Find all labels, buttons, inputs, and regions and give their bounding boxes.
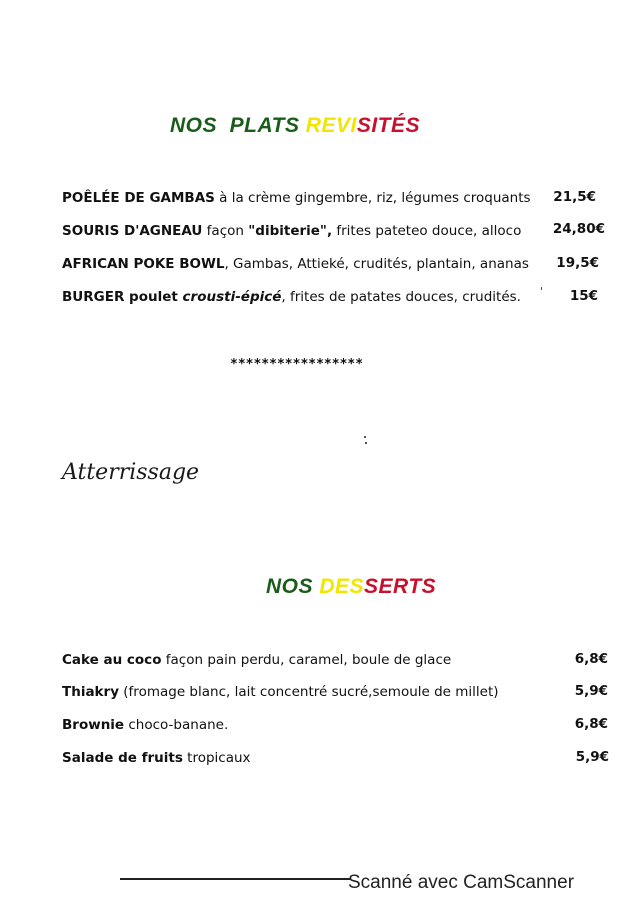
plats-heading-part-2: REV <box>305 114 351 137</box>
plats-heading-part-1: NOS PLATS <box>170 114 306 137</box>
scan-speck <box>364 436 366 438</box>
dessert-price: 5,9€ <box>574 683 608 699</box>
dessert-price: 6,8€ <box>574 716 608 732</box>
plat-desc: façon <box>202 223 249 239</box>
dessert-name: Thiakry <box>62 684 119 700</box>
desserts-heading-part-1: NOS <box>266 575 320 598</box>
dessert-desc: façon pain perdu, caramel, boule de glace <box>161 652 452 668</box>
plat-price: 15€ <box>569 288 598 304</box>
plat-desc: , frites de patates douces, crudités. <box>281 289 521 305</box>
dessert-item-thiakry <box>62 684 499 700</box>
desserts-heading-part-2: DES <box>319 575 365 598</box>
plat-item-burger <box>62 289 521 305</box>
plat-desc-2: frites pateteo douce, alloco <box>332 223 522 239</box>
separator: ***************** <box>230 357 364 372</box>
plat-price: 21,5€ <box>553 189 596 205</box>
plat-item-agneau <box>62 223 521 239</box>
dessert-item-cake <box>62 652 451 668</box>
dessert-desc: tropicaux <box>182 750 251 766</box>
footer-rule <box>120 878 350 880</box>
dessert-desc: (fromage blanc, lait concentré sucré,semoule de millet) <box>119 684 499 700</box>
plat-item-poke <box>62 256 529 272</box>
plats-heading <box>170 114 420 138</box>
dessert-desc: choco-banane. <box>124 717 229 733</box>
plat-emphasis: crousti-épicé <box>182 289 282 305</box>
plat-price: 24,80€ <box>552 221 605 237</box>
dessert-item-brownie <box>62 717 228 733</box>
plats-heading-part-3: I <box>350 114 357 137</box>
plat-name: BURGER poulet <box>62 289 183 305</box>
plat-name: AFRICAN POKE BOWL <box>62 256 225 272</box>
plats-heading-part-4: SITÉS <box>356 114 421 137</box>
scan-speck <box>365 442 367 444</box>
dessert-price: 5,9€ <box>575 749 609 765</box>
dessert-name: Brownie <box>62 717 125 733</box>
desserts-heading <box>266 575 436 599</box>
plat-desc: , Gambas, Attieké, crudités, plantain, ananas <box>224 256 529 272</box>
atterrissage-heading: Atterrissage <box>62 460 200 485</box>
scan-speck <box>541 287 542 290</box>
plat-item-gambas <box>62 190 531 206</box>
plat-price: 19,5€ <box>556 255 599 271</box>
dessert-price: 6,8€ <box>574 651 608 667</box>
plat-name: POÊLÉE DE GAMBAS <box>62 190 215 206</box>
dessert-name: Cake au coco <box>62 652 162 668</box>
plat-desc: à la crème gingembre, riz, légumes croquants <box>214 190 531 206</box>
plat-name-2: "dibiterie", <box>248 223 333 239</box>
dessert-item-salade <box>62 750 251 766</box>
scanner-watermark: Scanné avec CamScanner <box>348 872 575 893</box>
plat-name: SOURIS D'AGNEAU <box>62 223 203 239</box>
dessert-name: Salade de fruits <box>62 750 183 766</box>
desserts-heading-part-3: SERTS <box>364 575 437 598</box>
